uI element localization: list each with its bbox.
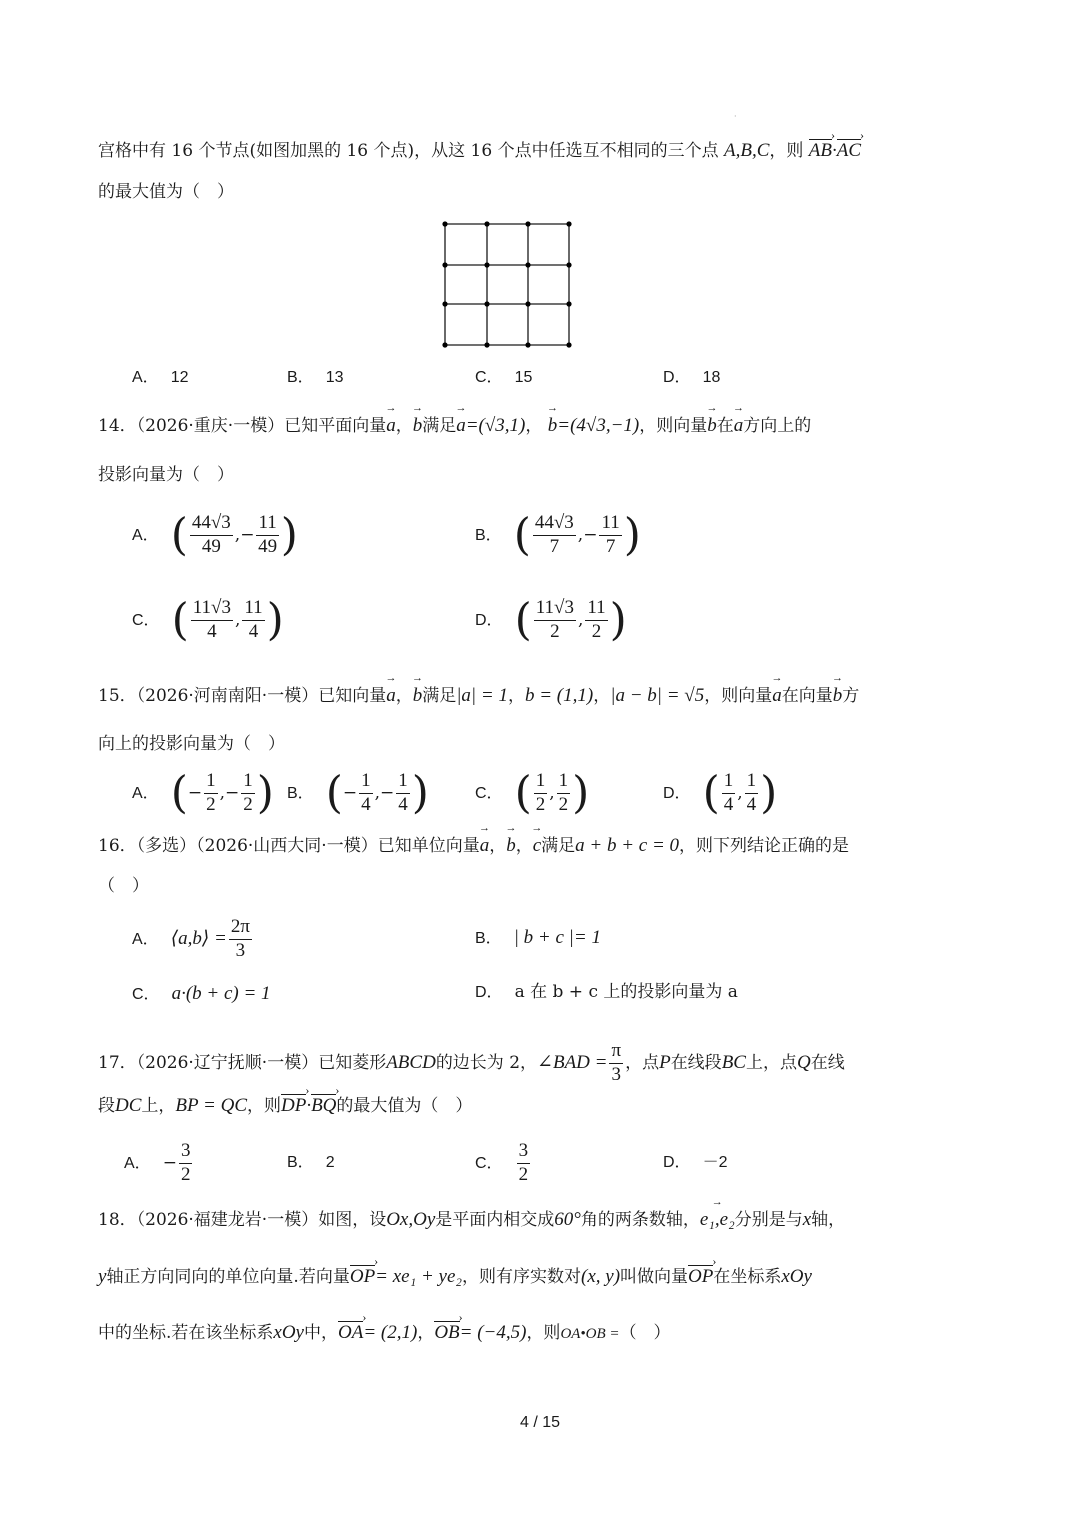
q17-line1: 17．（2026·辽宁抚顺·一模）已知菱形ABCD的边长为 2，∠BAD = $\frac{\pi}{3}$ ，点P在线段BC上，点Q在线 [98,1040,845,1085]
q13-line1: 宫格中有 16 个节点(如图加黑的 16 个点)，从这 16 个点中任选互不相同的三个点 A,B,C，则 AB ›·AC › [98,141,861,160]
page-number: 4 / 15 [519,1414,561,1431]
grid-figure [436,216,578,354]
q17-option-c[interactable]: C． $\frac{3}{2}$ [475,1140,529,1185]
scan-dot: · [734,112,737,121]
q16-option-a[interactable]: A． ⟨a,b⟩ = $\frac{2\pi}{3}$ [132,916,250,961]
q18-line2: y轴正方向同向的单位向量.若向量OP ›= xe₁ + ye₂，则有序实数对(x, y)叫做向量OP ›在坐标系xOy [98,1267,812,1286]
grid-node-1-2 [525,262,530,267]
grid-node-2-2 [525,301,530,306]
grid-node-2-3 [566,301,571,306]
q16-line1: 16．（多选）（2026·山西大同·一模）已知单位向量→ a，→ b，→ c满足a + b + c = 0，则下列结论正确的是 [98,836,849,855]
q16-option-b[interactable]: B． | b + c |= 1 [475,927,601,948]
grid-node-1-1 [484,262,489,267]
grid-node-0-0 [442,221,447,226]
q16-option-c[interactable]: C． a·(b + c) = 1 [132,983,271,1004]
q15-option-b[interactable]: B． (− $\frac{1}{4}$ ,− $\frac{1}{4}$ ) [287,767,429,819]
q17-option-a[interactable]: A． − $\frac{3}{2}$ [124,1140,191,1185]
grid-node-0-3 [566,221,571,226]
grid-node-2-0 [442,301,447,306]
q13-option-c[interactable]: C． 15 [475,369,533,386]
q18-line3: 中的坐标.若在该坐标系xOy中，OA ›= (2,1)，OB ›= (−4,5)，则OA•OB =（ ） [98,1323,671,1342]
q17-option-b[interactable]: B． 2 [287,1154,335,1171]
q15-line2: 向上的投影向量为（ ） [98,734,285,754]
q15-line1: 15．（2026·河南南阳·一模）已知向量→ a，→ b满足|a| = 1，b = (1,1)，|a − b| = √5，则向量→ a在向量→ b方 [98,686,859,705]
q16-line2: （ ） [98,876,149,896]
grid-node-1-0 [442,262,447,267]
q14-option-b[interactable]: B． ( $\frac{44√3}{7}$ ,− $\frac{11}{7}$ ) [475,509,641,561]
grid-node-3-2 [525,342,530,347]
q15-option-d[interactable]: D． ( $\frac{1}{4}$ , $\frac{1}{4}$ ) [663,767,778,819]
q15-option-a[interactable]: A． (− $\frac{1}{2}$ ,− $\frac{1}{2}$ ) [132,767,274,819]
grid-node-3-0 [442,342,447,347]
q14-line2: 投影向量为（ ） [98,465,234,485]
q14-option-d[interactable]: D． ( $\frac{11√3}{2}$ , $\frac{11}{2}$ ) [475,594,627,646]
q13-option-a[interactable]: A． 12 [132,369,189,386]
grid-node-0-2 [525,221,530,226]
q18-line1: 18．（2026·福建龙岩·一模）如图，设Ox,Oy是平面内相交成60°角的两条数轴，→ e₁,e₂分别是与x轴， [98,1210,845,1229]
grid-node-3-1 [484,342,489,347]
grid-node-2-1 [484,301,489,306]
q17-option-d[interactable]: D． －2 [663,1154,728,1171]
grid-node-1-3 [566,262,571,267]
q17-line2: 段DC上，BP = QC，则DP ›·BQ ›的最大值为（ ） [98,1096,472,1115]
q13-option-d[interactable]: D． 18 [663,369,721,386]
q14-option-a[interactable]: A． ( $\frac{44√3}{49}$ ,− $\frac{11}{49}$ ) [132,509,298,561]
q14-line1: 14．（2026·重庆·一模）已知平面向量→ a，→ b满足→ a=(√3,1)， → b=(4√3,−1)，则向量→ b在→ a方向上的 [98,416,811,435]
q14-option-c[interactable]: C． ( $\frac{11√3}{4}$ , $\frac{11}{4}$ ) [132,594,284,646]
grid-node-0-1 [484,221,489,226]
q16-option-d[interactable]: D． a 在 b + c 上的投影向量为 a [475,982,738,1002]
grid-node-3-3 [566,342,571,347]
q13-option-b[interactable]: B． 13 [287,369,344,386]
q13-line2: 的最大值为（ ） [98,182,234,202]
q15-option-c[interactable]: C． ( $\frac{1}{2}$ , $\frac{1}{2}$ ) [475,767,590,819]
